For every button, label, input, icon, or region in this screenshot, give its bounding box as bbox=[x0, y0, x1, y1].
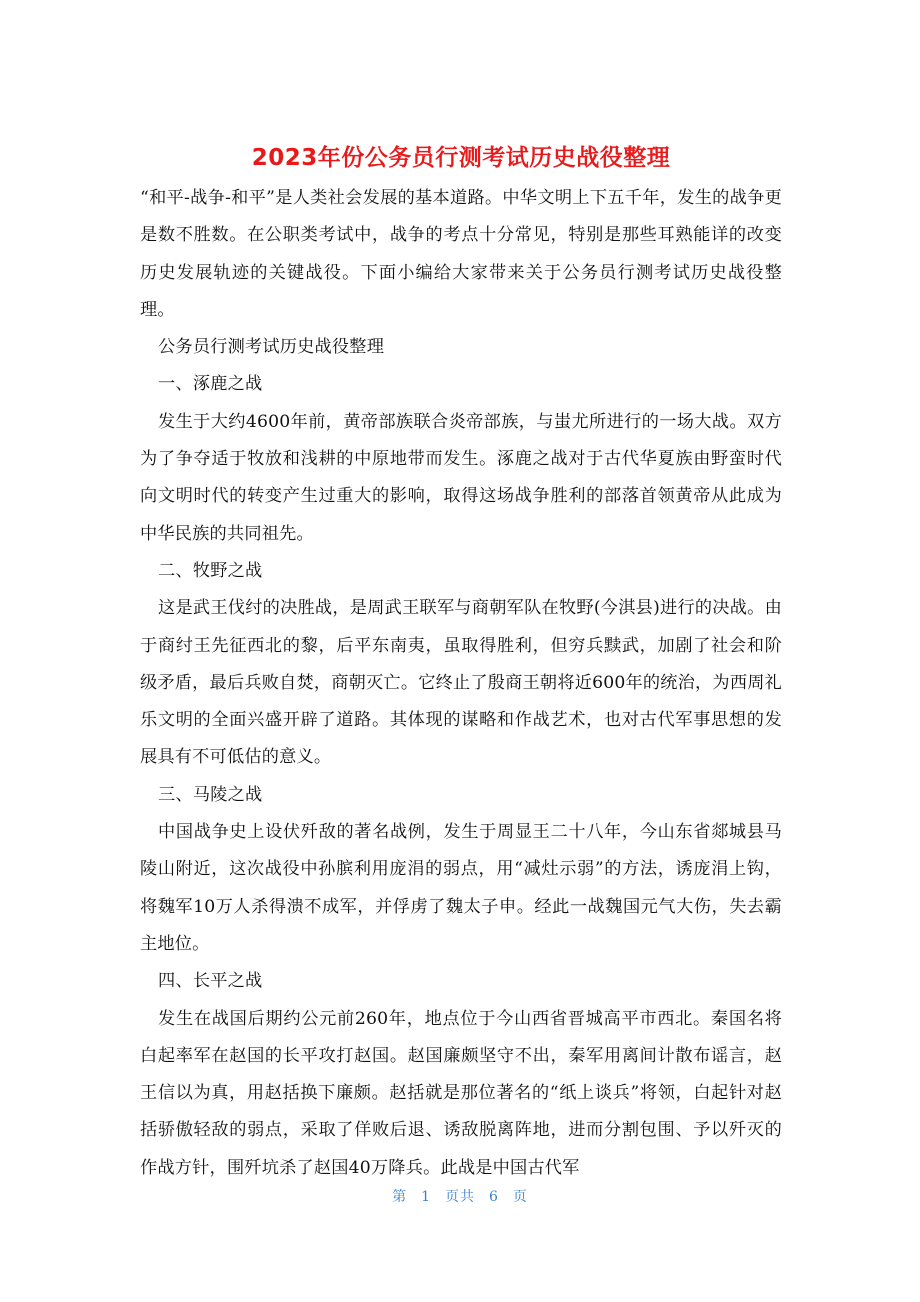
subtitle: 公务员行测考试历史战役整理 bbox=[158, 337, 385, 358]
footer-total-pages: 6 bbox=[489, 1189, 499, 1205]
section-body-changping: 发生在战国后期约公元前260年，地点位于今山西省晋城高平市西北。秦国名将白起率军在赵国的长平攻打赵国。赵国廉颇坚守不出，秦军用离间计散布谣言，赵王信以为真，用赵括换下廉颇。赵括就是那位著名的“纸上谈兵”将领，白起针对赵括骄傲轻敌的弱点，采取了佯败后退、诱敌脱离阵地，进而分割包围、予以歼灭的作战方针，围歼坑杀了赵国40万降兵。此战是中国古代军 bbox=[140, 1008, 782, 1178]
section-heading-zhuolu: 一、涿鹿之战 bbox=[158, 374, 263, 395]
footer-page-unit: 页共 bbox=[445, 1189, 475, 1205]
intro-paragraph: “和平-战争-和平”是人类社会发展的基本道路。中华文明上下五千年，发生的战争更是数不胜数。在公职类考试中，战争的考点十分常见，特别是那些耳熟能详的改变历史发展轨迹的关键战役。下面小编给大家带来关于公务员行测考试历史战役整理。 bbox=[140, 188, 782, 320]
section-body-maling: 中国战争史上设伏歼敌的著名战例，发生于周显王二十八年，今山东省郯城县马陵山附近，这次战役中孙膑利用庞涓的弱点，用“减灶示弱”的方法，诱庞涓上钩，将魏军10万人杀得溃不成军，并俘虏了魏太子申。经此一战魏国元气大伤，失去霸主地位。 bbox=[140, 822, 782, 954]
footer-page-word: 第 bbox=[392, 1189, 408, 1205]
footer-total-unit: 页 bbox=[512, 1189, 528, 1205]
page-footer bbox=[0, 1186, 920, 1206]
footer-page-number: 1 bbox=[421, 1189, 431, 1205]
section-heading-changping: 四、长平之战 bbox=[158, 971, 263, 992]
document-title: 2023年份公务员行测考试历史战役整理 bbox=[251, 145, 671, 171]
section-body-muye: 这是武王伐纣的决胜战，是周武王联军与商朝军队在牧野(今淇县)进行的决战。由于商纣王先征西北的黎，后平东南夷，虽取得胜利，但穷兵黩武，加剧了社会和阶级矛盾，最后兵败自焚，商朝灭亡。它终止了殷商王朝将近600年的统治，为西周礼乐文明的全面兴盛开辟了道路。其体现的谋略和作战艺术，也对古代军事思想的发展具有不可低估的意义。 bbox=[140, 598, 782, 768]
section-heading-maling: 三、马陵之战 bbox=[158, 784, 263, 805]
section-heading-muye: 二、牧野之战 bbox=[158, 560, 263, 581]
document-page bbox=[140, 140, 782, 1187]
section-body-zhuolu: 发生于大约4600年前，黄帝部族联合炎帝部族，与蚩尤所进行的一场大战。双方为了争夺适于牧放和浅耕的中原地带而发生。涿鹿之战对于古代华夏族由野蛮时代向文明时代的转变产生过重大的影响，取得这场战争胜利的部落首领黄帝从此成为中华民族的共同祖先。 bbox=[140, 411, 782, 544]
